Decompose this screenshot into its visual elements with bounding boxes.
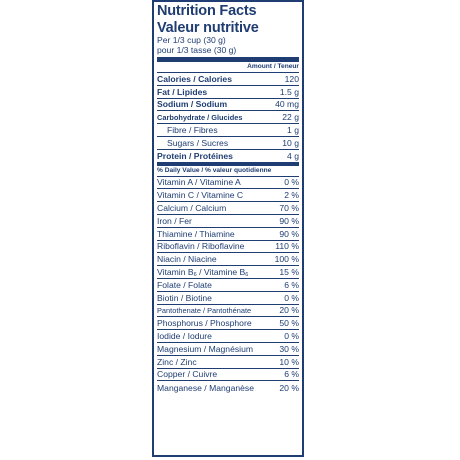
header-block — [157, 4, 299, 62]
nutrient-label: Calories / Calories — [157, 73, 232, 84]
vitamin-label: Thiamine / Thiamine — [157, 228, 235, 239]
vitamin-label-part: / Vitamine B — [196, 267, 246, 278]
vitamin-value: 6 % — [284, 369, 299, 380]
serving-size-french: pour 1/3 tasse (30 g) — [157, 44, 237, 55]
vitamin-value: 50 % — [279, 318, 299, 329]
vitamin-row-folate — [157, 279, 299, 292]
vitamin-value: 2 % — [284, 190, 299, 201]
amount-header: Amount / Teneur — [157, 62, 299, 73]
vitamin-value: 20 % — [279, 382, 299, 393]
vitamin-value: 15 % — [279, 267, 299, 278]
nutrient-row-fat — [157, 86, 299, 99]
vitamin-label: Biotin / Biotine — [157, 292, 212, 303]
vitamin-label: Iodide / Iodure — [157, 331, 212, 342]
vitamin-label: Manganese / Manganèse — [157, 382, 254, 393]
vitamin-value: 0 % — [284, 177, 299, 188]
title-english: Nutrition Facts — [157, 3, 257, 19]
nutrient-row-sugars — [157, 137, 299, 150]
vitamin-label: Copper / Cuivre — [157, 369, 218, 380]
vitamin-value: 0 % — [284, 292, 299, 303]
vitamin-value: 90 % — [279, 228, 299, 239]
vitamin-label: Zinc / Zinc — [157, 356, 197, 367]
vitamin-value: 20 % — [279, 305, 299, 316]
nutrient-value: 4 g — [287, 150, 299, 161]
vitamin-row-manganese — [157, 381, 299, 394]
nutrient-label: Fat / Lipides — [157, 86, 208, 97]
vitamin-label: Niacin / Niacine — [157, 254, 217, 265]
vitamin-row-riboflavin — [157, 241, 299, 254]
nutrient-value: 10 g — [282, 137, 299, 148]
vitamin-row-copper — [157, 369, 299, 382]
vitamin-row-iron — [157, 215, 299, 228]
vitamin-row-vitamin-a — [157, 177, 299, 190]
vitamin-label: Vitamin C / Vitamine C — [157, 190, 244, 201]
vitamin-label: Folate / Folate — [157, 279, 212, 290]
vitamin-row-thiamine — [157, 228, 299, 241]
vitamin-value: 6 % — [284, 279, 299, 290]
vitamin-row-phosphorus — [157, 317, 299, 330]
nutrition-facts-panel — [152, 0, 304, 457]
nutrient-label: Sodium / Sodium — [157, 99, 228, 110]
vitamin-row-biotin — [157, 292, 299, 305]
vitamin-label — [157, 267, 248, 277]
nutrient-value: 1 g — [287, 125, 299, 136]
nutrient-label: Protein / Protéines — [157, 150, 233, 161]
vitamin-row-niacin — [157, 253, 299, 266]
vitamin-label: Phosphorus / Phosphore — [157, 318, 252, 329]
vitamin-label: Pantothenate / Pantothénate — [157, 305, 252, 315]
vitamin-label: Iron / Fer — [157, 215, 192, 226]
vitamin-label: Calcium / Calcium — [157, 203, 227, 214]
nutrient-row-carbohydrate — [157, 111, 299, 124]
vitamin-row-vitamin-b6 — [157, 266, 299, 279]
vitamin-row-magnesium — [157, 343, 299, 356]
vitamin-value: 70 % — [279, 203, 299, 214]
serving-size-english: Per 1/3 cup (30 g) — [157, 35, 226, 45]
vitamin-label: Vitamin A / Vitamine A — [157, 177, 241, 188]
nutrient-row-fibre — [157, 124, 299, 137]
nutrient-label: Carbohydrate / Glucides — [157, 112, 243, 122]
nutrient-row-calories — [157, 73, 299, 86]
nutrient-value: 1.5 g — [279, 86, 299, 97]
title-french: Valeur nutritive — [157, 20, 259, 36]
daily-value-header: % Daily Value / % valeur quotidienne — [157, 166, 299, 177]
vitamin-row-calcium — [157, 202, 299, 215]
vitamin-label: Magnesium / Magnésium — [157, 343, 254, 354]
subscript: 6 — [193, 272, 197, 279]
nutrient-label: Sugars / Sucres — [167, 137, 229, 148]
vitamin-value: 90 % — [279, 215, 299, 226]
subscript: 6 — [245, 272, 249, 279]
vitamin-row-pantothenate — [157, 305, 299, 318]
nutrient-value: 120 — [284, 73, 299, 84]
nutrient-value: 40 mg — [275, 99, 299, 110]
vitamin-value: 110 % — [275, 241, 299, 252]
vitamin-row-zinc — [157, 356, 299, 369]
nutrient-row-protein — [157, 150, 299, 166]
nutrient-label: Fibre / Fibres — [167, 125, 218, 136]
vitamin-row-vitamin-c — [157, 189, 299, 202]
nutrient-value: 22 g — [282, 112, 299, 123]
nutrient-row-sodium — [157, 99, 299, 112]
vitamin-row-iodide — [157, 330, 299, 343]
vitamin-value: 30 % — [279, 343, 299, 354]
vitamin-value: 10 % — [279, 356, 299, 367]
vitamin-value: 0 % — [284, 331, 299, 342]
vitamin-label: Riboflavin / Riboflavine — [157, 241, 245, 252]
vitamin-value: 100 % — [274, 254, 299, 265]
vitamin-label-part: Vitamin B — [157, 267, 194, 278]
